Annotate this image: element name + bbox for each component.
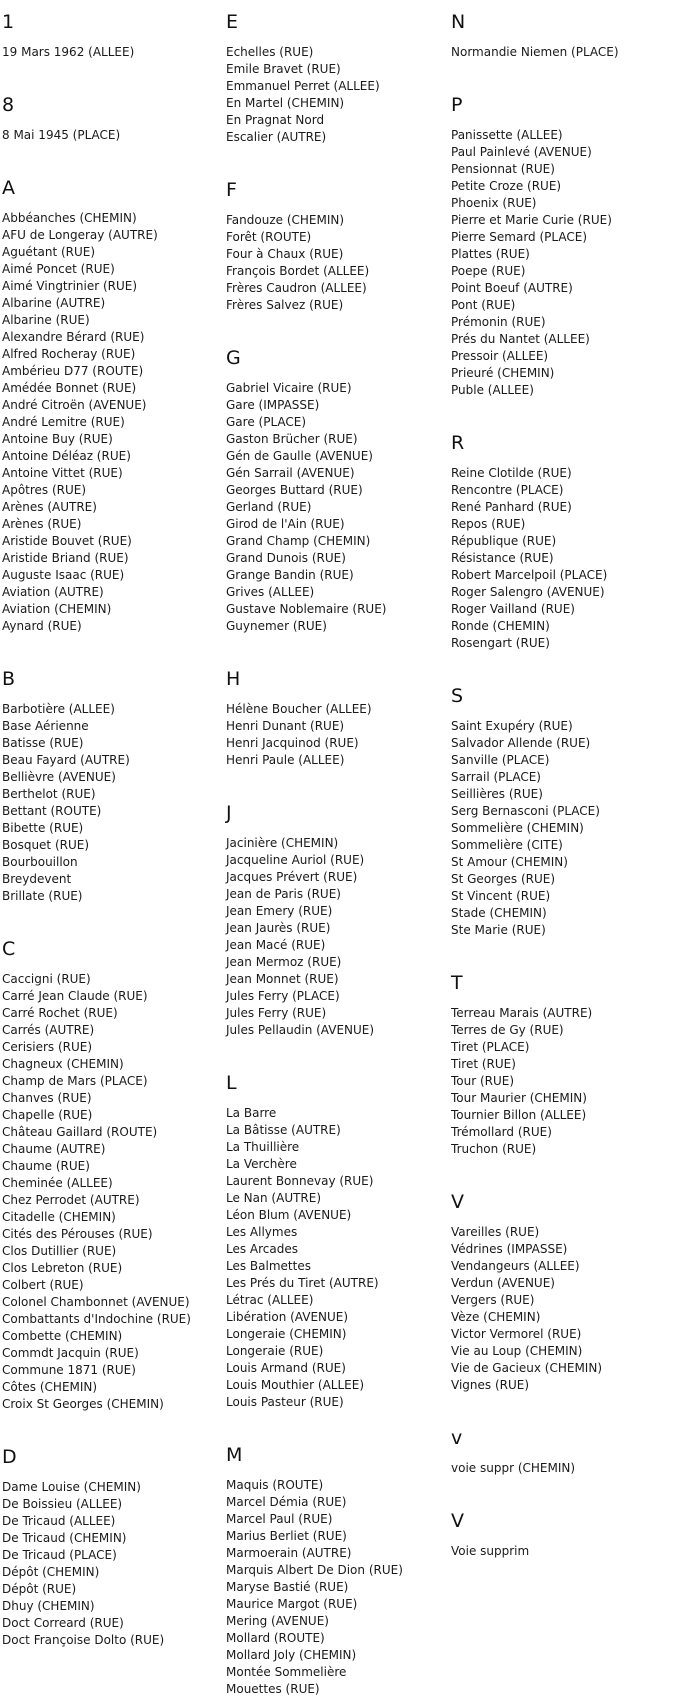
- street-item: André Lemitre (RUE): [2, 415, 125, 429]
- section-letter: R: [451, 432, 465, 454]
- letter-group: [2, 1445, 191, 1649]
- street-item: Aimé Poncet (RUE): [2, 262, 115, 276]
- street-item: Maquis (ROUTE): [226, 1478, 324, 1492]
- street-item: Libération (AVENUE): [226, 1310, 349, 1324]
- street-item: Bourbouillon: [2, 855, 78, 869]
- street-item: Grange Bandin (RUE): [226, 568, 354, 582]
- street-item: De Boissieu (ALLEE): [2, 1497, 123, 1511]
- street-item: Poepe (RUE): [451, 264, 526, 278]
- street-item: Aviation (CHEMIN): [2, 602, 112, 616]
- street-item: Prés du Nantet (ALLEE): [451, 332, 590, 346]
- letter-group: [451, 971, 619, 1190]
- street-item: Brillate (RUE): [2, 889, 83, 903]
- section-letter: 8: [2, 94, 15, 116]
- street-item: Dépôt (RUE): [2, 1582, 77, 1596]
- street-item: Résistance (RUE): [451, 551, 554, 565]
- street-item: Phoenix (RUE): [451, 196, 537, 210]
- street-item: Sanville (PLACE): [451, 753, 550, 767]
- street-item: Mering (AVENUE): [226, 1614, 329, 1628]
- street-item: Petite Croze (RUE): [451, 179, 562, 193]
- street-item: Croix St Georges (CHEMIN): [2, 1397, 164, 1411]
- section-letter: B: [2, 668, 16, 690]
- street-item: Gustave Noblemaire (RUE): [226, 602, 387, 616]
- street-item: Escalier (AUTRE): [226, 130, 327, 144]
- street-item: Albarine (AUTRE): [2, 296, 106, 310]
- street-item: Albarine (RUE): [2, 313, 90, 327]
- street-item: La Thuillière: [226, 1140, 300, 1154]
- street-item: Tiret (PLACE): [451, 1040, 530, 1054]
- street-item: La Verchère: [226, 1157, 297, 1171]
- street-item: Sommelière (CITE): [451, 838, 563, 852]
- street-item: Le Nan (AUTRE): [226, 1191, 322, 1205]
- street-item: Breydevent: [2, 872, 72, 886]
- street-item: Gabriel Vicaire (RUE): [226, 381, 352, 395]
- street-item: Panissette (ALLEE): [451, 128, 563, 142]
- section-letter: V: [451, 1510, 464, 1532]
- street-item: Plattes (RUE): [451, 247, 530, 261]
- section-letter: C: [2, 938, 16, 960]
- street-item: 19 Mars 1962 (ALLEE): [2, 45, 135, 59]
- street-item: Mouettes (RUE): [226, 1682, 320, 1696]
- street-item: Citadelle (CHEMIN): [2, 1210, 116, 1224]
- street-item: AFU de Longeray (AUTRE): [2, 228, 158, 242]
- letter-group: [2, 176, 191, 667]
- street-item: Vie au Loup (CHEMIN): [451, 1344, 583, 1358]
- street-item: Clos Lebreton (RUE): [2, 1261, 123, 1275]
- street-item: Alexandre Bérard (RUE): [2, 330, 145, 344]
- street-item: Berthelot (RUE): [2, 787, 96, 801]
- street-item: Vergers (RUE): [451, 1293, 535, 1307]
- street-item: André Citroën (AVENUE): [2, 398, 147, 412]
- letter-group: [226, 1071, 403, 1443]
- letter-group: [226, 801, 403, 1071]
- street-item: Louis Armand (RUE): [226, 1361, 346, 1375]
- street-item: Forêt (ROUTE): [226, 230, 312, 244]
- street-item: Henri Dunant (RUE): [226, 719, 345, 733]
- street-item: Barbotière (ALLEE): [2, 702, 115, 716]
- street-item: Gare (PLACE): [226, 415, 307, 429]
- street-item: Commune 1871 (RUE): [2, 1363, 136, 1377]
- street-item: Combattants d'Indochine (RUE): [2, 1312, 191, 1326]
- street-item: Antoine Vittet (RUE): [2, 466, 123, 480]
- street-item: Cerisiers (RUE): [2, 1040, 93, 1054]
- street-item: En Pragnat Nord: [226, 113, 325, 127]
- street-item: Roger Salengro (AVENUE): [451, 585, 605, 599]
- street-item: Pierre Semard (PLACE): [451, 230, 587, 244]
- street-item: Salvador Allende (RUE): [451, 736, 591, 750]
- street-item: Paul Painlevé (AVENUE): [451, 145, 592, 159]
- street-item: La Bâtisse (AUTRE): [226, 1123, 341, 1137]
- street-item: Château Gaillard (ROUTE): [2, 1125, 158, 1139]
- street-item: De Tricaud (ALLEE): [2, 1514, 116, 1528]
- section-letter: 1: [2, 11, 15, 33]
- street-item: Truchon (RUE): [451, 1142, 537, 1156]
- street-item: Sarrail (PLACE): [451, 770, 541, 784]
- street-item: Saint Exupéry (RUE): [451, 719, 573, 733]
- street-item: De Tricaud (CHEMIN): [2, 1531, 127, 1545]
- street-item: Combette (CHEMIN): [2, 1329, 123, 1343]
- letter-group: [451, 1426, 619, 1509]
- street-item: Jules Ferry (RUE): [226, 1006, 327, 1020]
- street-item: Marquis Albert De Dion (RUE): [226, 1563, 403, 1577]
- street-item: Georges Buttard (RUE): [226, 483, 363, 497]
- street-item: Chaume (RUE): [2, 1159, 90, 1173]
- street-item: Gén de Gaulle (AVENUE): [226, 449, 373, 463]
- street-item: Seillières (RUE): [451, 787, 543, 801]
- street-item: Jean Macé (RUE): [226, 938, 326, 952]
- street-item: Terres de Gy (RUE): [451, 1023, 564, 1037]
- street-item: Arènes (RUE): [2, 517, 82, 531]
- street-item: Dame Louise (CHEMIN): [2, 1480, 141, 1494]
- street-item: Colbert (RUE): [2, 1278, 84, 1292]
- street-item: Chanves (RUE): [2, 1091, 92, 1105]
- section-letter: J: [226, 802, 232, 824]
- street-item: St Vincent (RUE): [451, 889, 551, 903]
- section-letter: V: [451, 1191, 464, 1213]
- street-item: Marius Berliet (RUE): [226, 1529, 347, 1543]
- street-item: Caccigni (RUE): [2, 972, 91, 986]
- section-letter: M: [226, 1444, 243, 1466]
- street-item: Pensionnat (RUE): [451, 162, 555, 176]
- street-item: Montée Sommelière: [226, 1665, 347, 1679]
- section-letter: S: [451, 685, 464, 707]
- street-item: Vèze (CHEMIN): [451, 1310, 541, 1324]
- street-item: Four à Chaux (RUE): [226, 247, 344, 261]
- street-item: De Tricaud (PLACE): [2, 1548, 117, 1562]
- street-item: Point Boeuf (AUTRE): [451, 281, 573, 295]
- street-item: Chez Perrodet (AUTRE): [2, 1193, 140, 1207]
- street-item: 8 Mai 1945 (PLACE): [2, 128, 121, 142]
- street-item: Auguste Isaac (RUE): [2, 568, 125, 582]
- street-item: Batisse (RUE): [2, 736, 84, 750]
- street-item: Tiret (RUE): [451, 1057, 516, 1071]
- street-item: Bellièvre (AVENUE): [2, 770, 116, 784]
- street-item: Amédée Bonnet (RUE): [2, 381, 137, 395]
- street-item: Aristide Briand (RUE): [2, 551, 129, 565]
- street-item: Marcel Démia (RUE): [226, 1495, 347, 1509]
- street-item: Jean Monnet (RUE): [226, 972, 339, 986]
- street-item: Les Arcades: [226, 1242, 299, 1256]
- street-item: Prémonin (RUE): [451, 315, 546, 329]
- street-item: Jean Emery (RUE): [226, 904, 333, 918]
- street-item: La Barre: [226, 1106, 277, 1120]
- street-item: Clos Dutillier (RUE): [2, 1244, 117, 1258]
- street-item: Antoine Déléaz (RUE): [2, 449, 131, 463]
- letter-group: [2, 937, 191, 1445]
- street-item: Echelles (RUE): [226, 45, 314, 59]
- section-letter: P: [451, 94, 463, 116]
- street-item: Tour Maurier (CHEMIN): [451, 1091, 587, 1105]
- street-item: Pierre et Marie Curie (RUE): [451, 213, 612, 227]
- street-item: Sommelière (CHEMIN): [451, 821, 584, 835]
- street-item: Girod de l'Ain (RUE): [226, 517, 345, 531]
- letter-group: [451, 93, 619, 431]
- street-item: Carrés (AUTRE): [2, 1023, 95, 1037]
- letter-group: [226, 178, 403, 346]
- street-item: Base Aérienne: [2, 719, 89, 733]
- street-item: Normandie Niemen (PLACE): [451, 45, 619, 59]
- street-item: Louis Pasteur (RUE): [226, 1395, 344, 1409]
- street-item: Marcel Paul (RUE): [226, 1512, 333, 1526]
- street-item: Guynemer (RUE): [226, 619, 327, 633]
- street-item: Vendangeurs (ALLEE): [451, 1259, 580, 1273]
- street-item: Vareilles (RUE): [451, 1225, 540, 1239]
- street-item: Védrines (IMPASSE): [451, 1242, 568, 1256]
- street-item: Prieuré (CHEMIN): [451, 366, 555, 380]
- street-item: Voie supprim: [451, 1544, 530, 1558]
- street-item: Alfred Rocheray (RUE): [2, 347, 136, 361]
- street-item: Frères Caudron (ALLEE): [226, 281, 367, 295]
- street-item: Aguétant (RUE): [2, 245, 96, 259]
- street-item: Antoine Buy (RUE): [2, 432, 113, 446]
- section-letter: A: [2, 177, 15, 199]
- street-item: Carré Rochet (RUE): [2, 1006, 118, 1020]
- street-item: Grand Champ (CHEMIN): [226, 534, 371, 548]
- street-item: Côtes (CHEMIN): [2, 1380, 98, 1394]
- street-item: Aimé Vingtrinier (RUE): [2, 279, 138, 293]
- street-item: Jean Jaurès (RUE): [226, 921, 331, 935]
- street-item: Tournier Billon (ALLEE): [451, 1108, 587, 1122]
- street-item: Repos (RUE): [451, 517, 526, 531]
- street-item: Bettant (ROUTE): [2, 804, 102, 818]
- column-1: [2, 10, 191, 1649]
- street-item: Hélène Boucher (ALLEE): [226, 702, 372, 716]
- column-3: [451, 10, 619, 1560]
- street-item: Les Balmettes: [226, 1259, 311, 1273]
- street-item: Gén Sarrail (AVENUE): [226, 466, 355, 480]
- street-item: Mollard (ROUTE): [226, 1631, 325, 1645]
- street-item: Chaume (AUTRE): [2, 1142, 106, 1156]
- street-item: Louis Mouthier (ALLEE): [226, 1378, 365, 1392]
- letter-group: [226, 10, 403, 178]
- street-item: Roger Vailland (RUE): [451, 602, 575, 616]
- letter-group: [451, 1190, 619, 1426]
- street-item: Reine Clotilde (RUE): [451, 466, 572, 480]
- street-item: Vignes (RUE): [451, 1378, 530, 1392]
- street-item: Chagneux (CHEMIN): [2, 1057, 124, 1071]
- street-item: Champ de Mars (PLACE): [2, 1074, 148, 1088]
- street-item: Henri Paule (ALLEE): [226, 753, 345, 767]
- street-item: Aynard (RUE): [2, 619, 82, 633]
- street-item: Ste Marie (RUE): [451, 923, 546, 937]
- section-letter: G: [226, 347, 241, 369]
- letter-group: [226, 667, 403, 801]
- street-item: Carré Jean Claude (RUE): [2, 989, 148, 1003]
- street-item: Terreau Marais (AUTRE): [451, 1006, 593, 1020]
- street-item: Aviation (AUTRE): [2, 585, 104, 599]
- letter-group: [226, 346, 403, 667]
- street-item: Victor Vermorel (RUE): [451, 1327, 582, 1341]
- street-item: Jean de Paris (RUE): [226, 887, 341, 901]
- letter-group: [226, 1443, 403, 1698]
- street-item: Maurice Margot (RUE): [226, 1597, 358, 1611]
- street-item: Ronde (CHEMIN): [451, 619, 550, 633]
- street-item: Jules Pellaudin (AVENUE): [226, 1023, 375, 1037]
- street-item: Dhuy (CHEMIN): [2, 1599, 95, 1613]
- street-item: Trémollard (RUE): [451, 1125, 552, 1139]
- street-item: Pressoir (ALLEE): [451, 349, 549, 363]
- street-item: Serg Bernasconi (PLACE): [451, 804, 600, 818]
- street-item: Jules Ferry (PLACE): [226, 989, 340, 1003]
- street-item: René Panhard (RUE): [451, 500, 572, 514]
- street-item: Grand Dunois (RUE): [226, 551, 346, 565]
- street-item: Laurent Bonnevay (RUE): [226, 1174, 374, 1188]
- street-item: Longeraie (CHEMIN): [226, 1327, 347, 1341]
- section-letter: L: [226, 1072, 237, 1094]
- street-item: Jacques Prévert (RUE): [226, 870, 358, 884]
- letter-group: [451, 10, 619, 93]
- street-item: Gerland (RUE): [226, 500, 312, 514]
- street-item: Robert Marcelpoil (PLACE): [451, 568, 608, 582]
- street-item: Emile Bravet (RUE): [226, 62, 341, 76]
- street-item: Frères Salvez (RUE): [226, 298, 344, 312]
- street-item: Emmanuel Perret (ALLEE): [226, 79, 380, 93]
- street-item: Maryse Bastié (RUE): [226, 1580, 349, 1594]
- street-item: voie suppr (CHEMIN): [451, 1461, 576, 1475]
- street-item: Henri Jacquinod (RUE): [226, 736, 359, 750]
- letter-group: [451, 431, 619, 684]
- street-item: Abbéanches (CHEMIN): [2, 211, 137, 225]
- street-item: Apôtres (RUE): [2, 483, 87, 497]
- street-item: Les Prés du Tiret (AUTRE): [226, 1276, 379, 1290]
- street-item: Dépôt (CHEMIN): [2, 1565, 100, 1579]
- street-item: Vie de Gacieux (CHEMIN): [451, 1361, 602, 1375]
- street-item: Chapelle (RUE): [2, 1108, 93, 1122]
- section-letter: N: [451, 11, 466, 33]
- street-item: Léon Blum (AVENUE): [226, 1208, 352, 1222]
- street-item: Gare (IMPASSE): [226, 398, 320, 412]
- street-item: Grives (ALLEE): [226, 585, 315, 599]
- column-2: [226, 10, 403, 1698]
- street-item: François Bordet (ALLEE): [226, 264, 370, 278]
- street-item: Fandouze (CHEMIN): [226, 213, 345, 227]
- street-item: Cités des Pérouses (RUE): [2, 1227, 153, 1241]
- street-item: Rosengart (RUE): [451, 636, 550, 650]
- street-item: Bosquet (RUE): [2, 838, 90, 852]
- street-item: Doct Françoise Dolto (RUE): [2, 1633, 165, 1647]
- street-item: Colonel Chambonnet (AVENUE): [2, 1295, 190, 1309]
- street-item: Puble (ALLEE): [451, 383, 534, 397]
- section-letter: T: [451, 972, 463, 994]
- street-item: Commdt Jacquin (RUE): [2, 1346, 139, 1360]
- letter-group: [2, 667, 191, 937]
- street-item: Rencontre (PLACE): [451, 483, 564, 497]
- street-item: Longeraie (RUE): [226, 1344, 324, 1358]
- street-item: Marmoerain (AUTRE): [226, 1546, 352, 1560]
- street-item: Létrac (ALLEE): [226, 1293, 314, 1307]
- section-letter: v: [451, 1427, 463, 1449]
- street-item: République (RUE): [451, 534, 557, 548]
- street-item: Aristide Bouvet (RUE): [2, 534, 132, 548]
- street-item: St Amour (CHEMIN): [451, 855, 568, 869]
- street-item: Beau Fayard (AUTRE): [2, 753, 130, 767]
- street-item: Stade (CHEMIN): [451, 906, 547, 920]
- street-item: Jean Mermoz (RUE): [226, 955, 342, 969]
- street-item: Doct Correard (RUE): [2, 1616, 124, 1630]
- street-item: Les Allymes: [226, 1225, 298, 1239]
- street-item: Cheminée (ALLEE): [2, 1176, 113, 1190]
- section-letter: H: [226, 668, 241, 690]
- street-item: Pont (RUE): [451, 298, 516, 312]
- section-letter: D: [2, 1446, 17, 1468]
- street-item: St Georges (RUE): [451, 872, 556, 886]
- letter-group: [2, 93, 191, 176]
- street-item: Ambérieu D77 (ROUTE): [2, 364, 144, 378]
- section-letter: F: [226, 179, 237, 201]
- street-item: Bibette (RUE): [2, 821, 84, 835]
- street-item: Jacinière (CHEMIN): [226, 836, 339, 850]
- street-item: Tour (RUE): [451, 1074, 515, 1088]
- street-item: En Martel (CHEMIN): [226, 96, 345, 110]
- street-item: Arènes (AUTRE): [2, 500, 97, 514]
- letter-group: [451, 684, 619, 971]
- street-item: Jacqueline Auriol (RUE): [226, 853, 365, 867]
- letter-group: [2, 10, 191, 93]
- street-item: Mollard Joly (CHEMIN): [226, 1648, 357, 1662]
- letter-group: [451, 1509, 619, 1560]
- street-item: Gaston Brücher (RUE): [226, 432, 358, 446]
- section-letter: E: [226, 11, 239, 33]
- street-item: Verdun (AVENUE): [451, 1276, 555, 1290]
